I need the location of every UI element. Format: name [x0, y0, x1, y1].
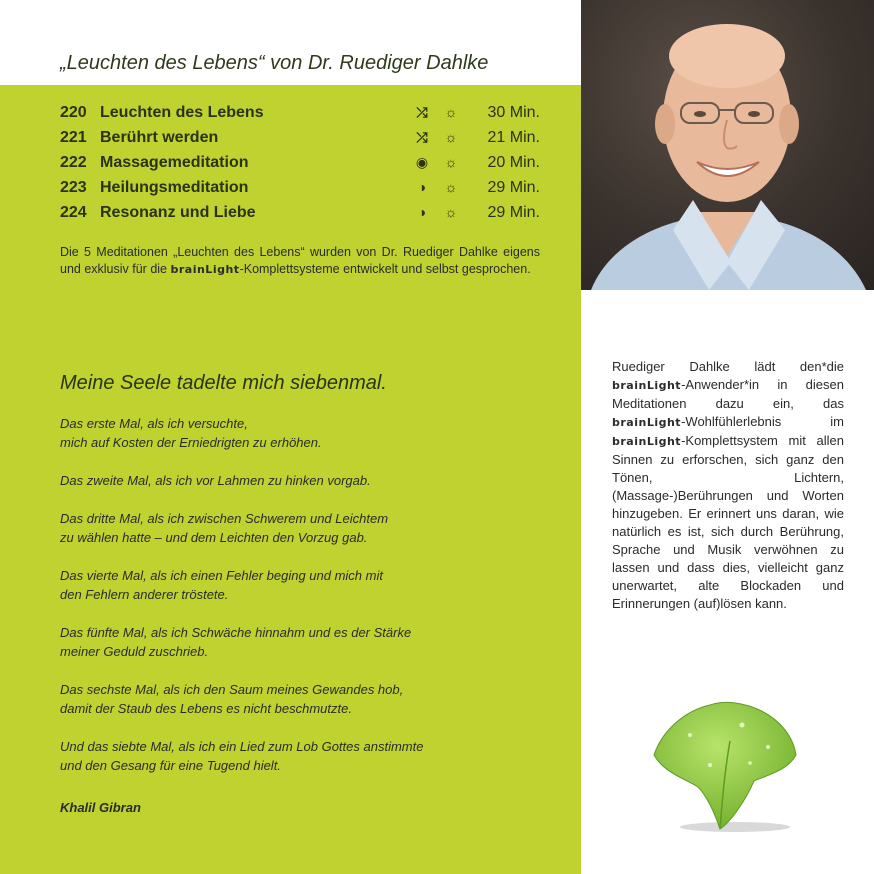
- poem-line: den Fehlern anderer tröstete.: [60, 587, 229, 602]
- track-number: 221: [60, 129, 87, 146]
- poem-stanza: [60, 737, 540, 775]
- sun-icon: ☼: [444, 104, 458, 120]
- poem-stanza: [60, 680, 540, 718]
- track-title: Massagemeditation: [100, 154, 249, 171]
- bio-paragraph: [612, 358, 844, 613]
- track-title: Berührt werden: [100, 129, 219, 146]
- brand-name: brainLight: [612, 416, 682, 429]
- poem-stanza: [60, 414, 540, 452]
- intro-text-2: -Komplettsysteme entwickelt und selbst gesprochen.: [239, 262, 531, 276]
- poem-line: damit der Staub des Lebens es nicht beschmutzte.: [60, 701, 352, 716]
- track-row: [60, 150, 540, 175]
- poem-line: Das zweite Mal, als ich vor Lahmen zu hinken vorgab.: [60, 473, 371, 488]
- track-row: [60, 200, 540, 225]
- half-circle-icon: ◑: [417, 179, 427, 195]
- sun-icon: ☼: [444, 129, 458, 145]
- poem-line: Das dritte Mal, als ich zwischen Schwerem und Leichtem: [60, 511, 389, 526]
- brand-name: brainLight: [612, 435, 682, 448]
- poem-line: mich auf Kosten der Erniedrigten zu erhöhen.: [60, 435, 322, 450]
- poem-author: Khalil Gibran: [60, 800, 141, 815]
- track-duration: 20 Min.: [487, 154, 540, 171]
- sun-icon: ☼: [444, 179, 458, 195]
- track-duration: 29 Min.: [487, 179, 540, 196]
- poem-stanza: [60, 509, 540, 547]
- poem-line: Das vierte Mal, als ich einen Fehler beging und mich mit: [60, 568, 383, 583]
- shuffle-icon: ⤮: [416, 129, 428, 145]
- poem-line: zu wählen hatte – und dem Leichten den Vorzug gab.: [60, 530, 368, 545]
- track-title: Heilungsmeditation: [100, 179, 249, 196]
- poem-line: Das erste Mal, als ich versuchte,: [60, 416, 248, 431]
- track-row: [60, 100, 540, 125]
- brand-name: brainLight: [170, 263, 240, 276]
- track-title: Leuchten des Lebens: [100, 104, 264, 121]
- track-title: Resonanz und Liebe: [100, 204, 256, 221]
- poem-line: Das fünfte Mal, als ich Schwäche hinnahm und es der Stärke: [60, 625, 412, 640]
- intro-paragraph: [60, 244, 540, 278]
- track-duration: 29 Min.: [487, 204, 540, 221]
- track-duration: 21 Min.: [487, 129, 540, 146]
- poem-stanza: [60, 566, 540, 604]
- circle-dot-icon: ◉: [415, 154, 429, 170]
- track-duration: 30 Min.: [487, 104, 540, 121]
- track-row: [60, 175, 540, 200]
- poem-line: meiner Geduld zuschrieb.: [60, 644, 209, 659]
- poem-stanza: [60, 623, 540, 661]
- brand-name: brainLight: [612, 379, 682, 392]
- track-number: 223: [60, 179, 87, 196]
- intro-text-1: Die 5 Meditationen „Leuchten des Lebens“ wurden von Dr. Ruediger Dahlke eigens und exklusiv für die: [60, 245, 540, 276]
- portrait-illustration: [581, 0, 874, 290]
- author-portrait: [581, 0, 874, 290]
- bio-text-2: -Anwender*in in diesen Meditationen dazu ein, das: [612, 377, 844, 411]
- poem-line: Das sechste Mal, als ich den Saum meines Gewandes hob,: [60, 682, 404, 697]
- sun-icon: ☼: [444, 204, 458, 220]
- poem-stanza: [60, 471, 540, 490]
- bio-text-3: -Wohlfühlerlebnis im: [681, 414, 844, 429]
- page-title: „Leuchten des Lebens“ von Dr. Ruediger Dahlke: [60, 52, 489, 74]
- track-number: 222: [60, 154, 87, 171]
- poem-body: [60, 414, 540, 794]
- track-number: 220: [60, 104, 87, 121]
- half-circle-icon: ◑: [417, 204, 427, 220]
- track-number: 224: [60, 204, 87, 221]
- sun-icon: ☼: [444, 154, 458, 170]
- bio-text-4: -Komplettsystem mit allen Sinnen zu erforschen, sich ganz den Tönen, Lichtern, (Massage-)Berührungen und Worten hinzugeben. Er erinnert uns daran, wie natürlich es ist, sich durch Berührung, Sprache und Musik verwöhnen zu lassen und dass dies, vielleicht ganz unerwartet, alte Blockaden und Erinnerungen (auf)lösen kann.: [612, 433, 844, 611]
- poem-line: und den Gesang für eine Tugend hielt.: [60, 758, 281, 773]
- track-list: [60, 100, 540, 225]
- poem-line: Und das siebte Mal, als ich ein Lied zum Lob Gottes anstimmte: [60, 739, 424, 754]
- track-row: [60, 125, 540, 150]
- poem-title: Meine Seele tadelte mich siebenmal.: [60, 372, 387, 394]
- bio-text-1: Ruediger Dahlke lädt den*die: [612, 359, 844, 374]
- shuffle-icon: ⤮: [416, 104, 428, 120]
- ginkgo-leaf-icon: [650, 695, 800, 835]
